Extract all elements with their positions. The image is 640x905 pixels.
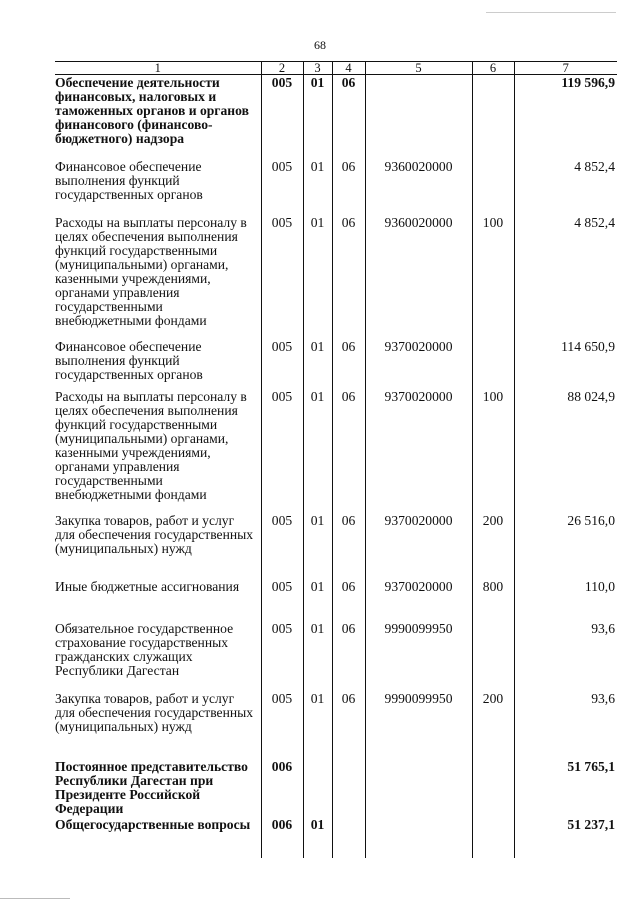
- row-amount: 119 596,9: [514, 75, 617, 161]
- row-code-2: 006: [261, 760, 303, 818]
- row-code-6: 200: [472, 692, 514, 760]
- row-code-3: 01: [303, 216, 332, 340]
- row-code-5: 9990099950: [365, 692, 472, 760]
- table-row: [55, 160, 617, 216]
- row-name: Закупка товаров, работ и услуг для обеспечения государственных (муниципальных) нужд: [55, 513, 254, 556]
- table-row: [55, 514, 617, 580]
- row-code-5: 9370020000: [365, 390, 472, 514]
- row-code-5: [365, 818, 472, 858]
- row-code-5: 9360020000: [365, 160, 472, 216]
- row-code-2: 005: [261, 390, 303, 514]
- table-row: [55, 760, 617, 818]
- row-code-3: 01: [303, 340, 332, 390]
- table-row: [55, 390, 617, 514]
- row-code-2: 005: [261, 75, 303, 161]
- col-header-6: 6: [472, 62, 514, 75]
- row-name: Финансовое обеспечение выполнения функций государственных органов: [55, 339, 203, 382]
- row-code-3: 01: [303, 580, 332, 622]
- row-code-5: 9990099950: [365, 622, 472, 692]
- row-name: Расходы на выплаты персоналу в целях обеспечения выполнения функций государственными (муниципальными) органами, казенными учреждениями, органами управления государственными внебюджетными фондами: [55, 215, 247, 328]
- row-code-6: [472, 75, 514, 161]
- row-code-4: 06: [332, 692, 365, 760]
- row-amount: 88 024,9: [514, 390, 617, 514]
- row-name: Обеспечение деятельности финансовых, налоговых и таможенных органов и органов финансового (финансово-бюджетного) надзора: [55, 75, 249, 146]
- row-code-5: 9370020000: [365, 580, 472, 622]
- row-code-4: 06: [332, 622, 365, 692]
- row-code-6: [472, 340, 514, 390]
- row-code-5: 9360020000: [365, 216, 472, 340]
- row-code-6: [472, 760, 514, 818]
- table-row: [55, 692, 617, 760]
- col-header-5: 5: [365, 62, 472, 75]
- row-code-2: 006: [261, 818, 303, 858]
- col-header-7: 7: [514, 62, 617, 75]
- row-code-2: 005: [261, 514, 303, 580]
- col-header-3: 3: [303, 62, 332, 75]
- row-code-3: 01: [303, 622, 332, 692]
- row-name: Постоянное представительство Республики Дагестан при Президенте Российской Федерации: [55, 759, 248, 816]
- row-name: Расходы на выплаты персоналу в целях обеспечения выполнения функций государственными (муниципальными) органами, казенными учреждениями, органами управления государственными внебюджетными фондами: [55, 389, 247, 502]
- table-row: [55, 580, 617, 622]
- row-code-2: 005: [261, 340, 303, 390]
- row-code-4: 06: [332, 390, 365, 514]
- row-code-3: 01: [303, 160, 332, 216]
- row-code-6: 800: [472, 580, 514, 622]
- col-header-1: 1: [55, 62, 261, 75]
- row-code-3: 01: [303, 390, 332, 514]
- row-code-6: [472, 160, 514, 216]
- row-code-6: 100: [472, 390, 514, 514]
- row-code-2: 005: [261, 622, 303, 692]
- header-row: [55, 62, 617, 75]
- row-code-6: 100: [472, 216, 514, 340]
- row-amount: 93,6: [514, 692, 617, 760]
- row-code-3: 01: [303, 692, 332, 760]
- row-code-2: 005: [261, 160, 303, 216]
- row-code-6: [472, 818, 514, 858]
- row-code-4: 06: [332, 514, 365, 580]
- row-amount: 26 516,0: [514, 514, 617, 580]
- row-amount: 4 852,4: [514, 216, 617, 340]
- row-name: Закупка товаров, работ и услуг для обеспечения государственных (муниципальных) нужд: [55, 691, 254, 734]
- row-code-5: 9370020000: [365, 340, 472, 390]
- page-number: 68: [314, 38, 326, 52]
- table-row: [55, 75, 617, 161]
- row-code-2: 005: [261, 580, 303, 622]
- row-amount: 114 650,9: [514, 340, 617, 390]
- budget-table: [55, 61, 617, 858]
- row-code-4: 06: [332, 580, 365, 622]
- col-header-4: 4: [332, 62, 365, 75]
- row-amount: 110,0: [514, 580, 617, 622]
- scan-mark-bottom: [0, 898, 70, 899]
- table-row: [55, 216, 617, 340]
- row-code-6: 200: [472, 514, 514, 580]
- row-amount: 51 765,1: [514, 760, 617, 818]
- table-row: [55, 622, 617, 692]
- row-code-3: 01: [303, 75, 332, 161]
- row-name: Финансовое обеспечение выполнения функций государственных органов: [55, 159, 203, 202]
- row-amount: 51 237,1: [514, 818, 617, 858]
- table-row: [55, 340, 617, 390]
- row-name: Иные бюджетные ассигнования: [55, 579, 240, 594]
- row-code-3: 01: [303, 514, 332, 580]
- row-amount: 4 852,4: [514, 160, 617, 216]
- col-header-2: 2: [261, 62, 303, 75]
- row-code-6: [472, 622, 514, 692]
- row-amount: 93,6: [514, 622, 617, 692]
- row-code-5: [365, 75, 472, 161]
- row-code-4: [332, 760, 365, 818]
- row-name: Общегосударственные вопросы: [55, 817, 251, 832]
- row-name: Обязательное государственное страхование государственных гражданских служащих Республики Дагестан: [55, 621, 234, 678]
- row-code-4: [332, 818, 365, 858]
- row-code-4: 06: [332, 340, 365, 390]
- row-code-4: 06: [332, 75, 365, 161]
- row-code-3: [303, 760, 332, 818]
- row-code-2: 005: [261, 692, 303, 760]
- row-code-4: 06: [332, 216, 365, 340]
- row-code-5: [365, 760, 472, 818]
- row-code-4: 06: [332, 160, 365, 216]
- scan-mark-top: [486, 12, 616, 13]
- row-code-5: 9370020000: [365, 514, 472, 580]
- table-body: [55, 75, 617, 859]
- row-code-3: 01: [303, 818, 332, 858]
- row-code-2: 005: [261, 216, 303, 340]
- table-row: [55, 818, 617, 858]
